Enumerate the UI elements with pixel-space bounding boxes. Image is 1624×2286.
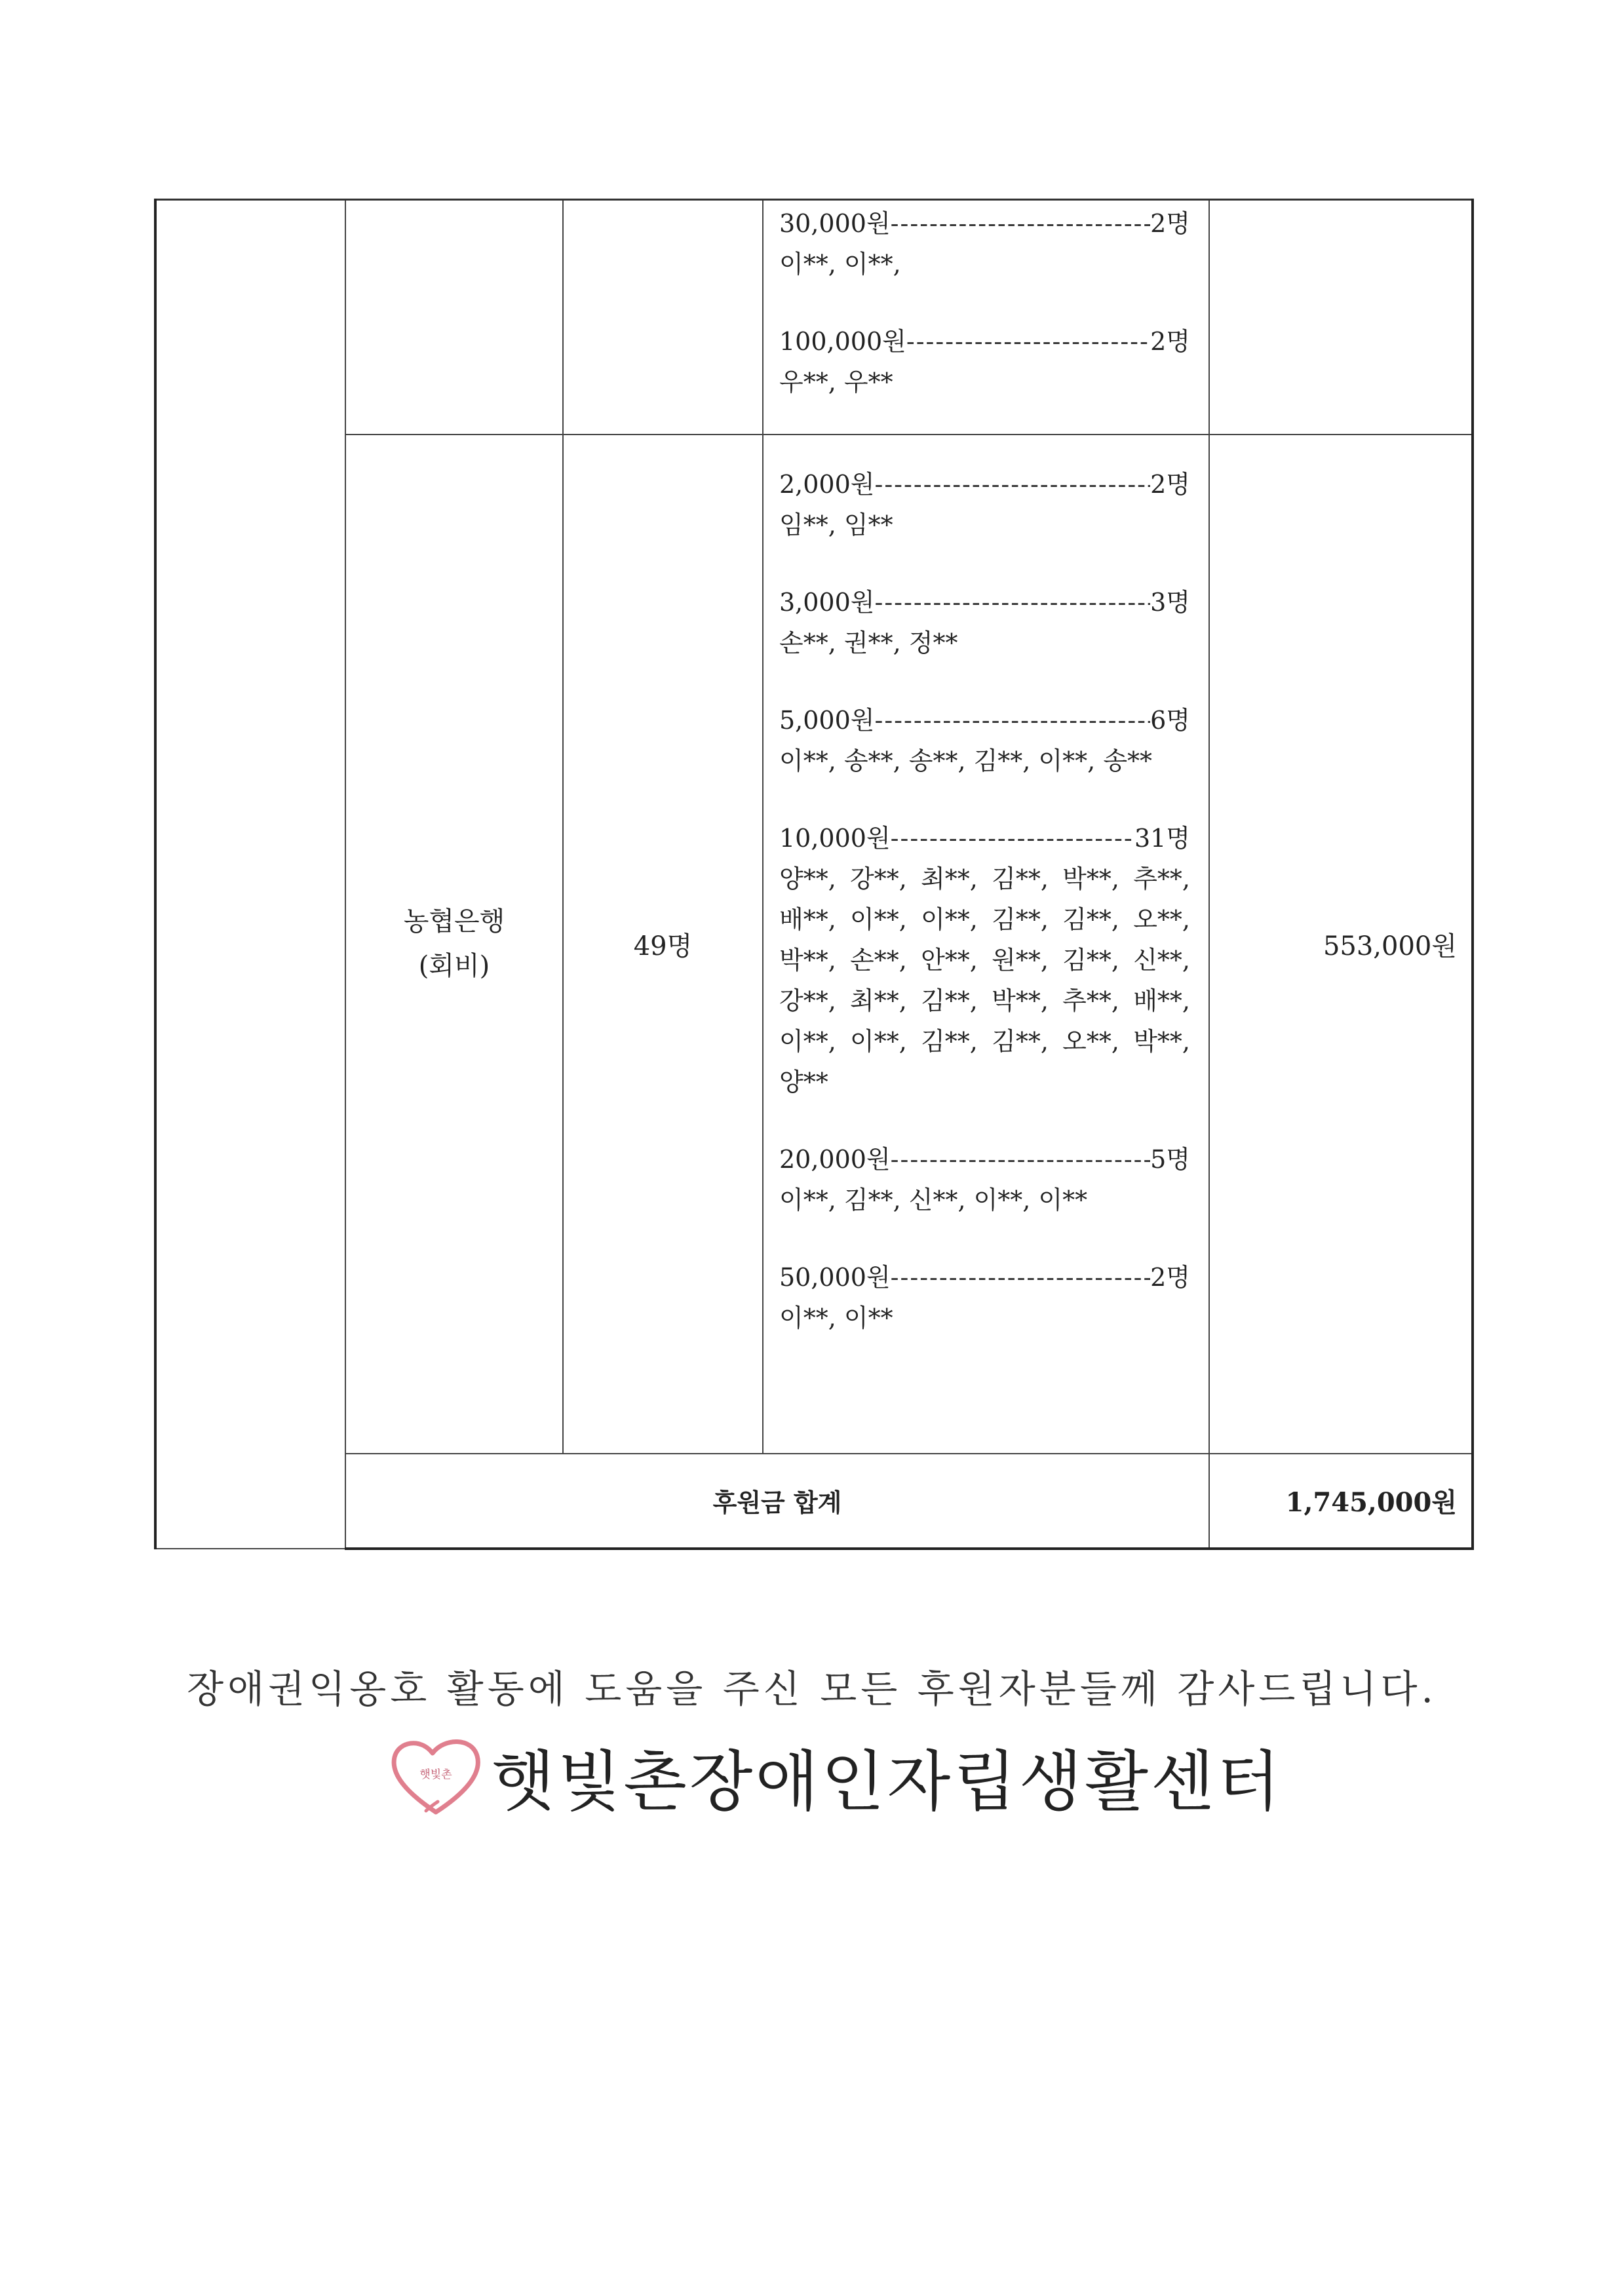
tier-header: [779, 1139, 1190, 1180]
tier-names: 이**, 송**, 송**, 김**, 이**, 송**: [779, 746, 1153, 775]
bank-name: 농협은행: [403, 906, 505, 937]
tier-count: 2명: [1150, 469, 1190, 499]
tier-group: [779, 700, 1190, 781]
donor-count-cell: 49명: [563, 435, 763, 1454]
tier-amount: 100,000원: [779, 327, 906, 356]
dash-leader: [875, 582, 1151, 623]
tier-names: 임**, 임**: [779, 510, 893, 539]
tier-count: 2명: [1150, 209, 1190, 238]
tier-group: [779, 1257, 1190, 1338]
tier-names: 우**, 우**: [779, 368, 893, 397]
bank-cell-empty: [345, 200, 563, 435]
logo-text: 햇빛촌: [419, 1768, 452, 1781]
thanks-message: 장애권익옹호 활동에 도움을 주신 모든 후원자분들께 감사드립니다.: [187, 1667, 1437, 1711]
category-cell: [155, 200, 345, 1549]
tier-count: 3명: [1150, 587, 1190, 617]
tier-header: [779, 700, 1190, 741]
organization-name: 햇빛촌장애인자립생활센터: [492, 1743, 1283, 1820]
tier-amount: 2,000원: [779, 469, 875, 499]
tier-header: [779, 582, 1190, 623]
tier-count: 5명: [1150, 1144, 1190, 1174]
dash-leader: [891, 818, 1134, 859]
tier-group: [779, 203, 1190, 284]
tier-header: [779, 203, 1190, 244]
subtotal-cell: 553,000원: [1209, 435, 1473, 1454]
tier-count: 2명: [1150, 327, 1190, 356]
tier-group: [779, 818, 1190, 1102]
tier-count: 31명: [1134, 823, 1190, 853]
donor-detail-cell: [763, 435, 1209, 1454]
total-label: 후원금 합계: [345, 1454, 1209, 1549]
tier-group: [779, 464, 1190, 545]
dash-leader: [891, 1139, 1150, 1180]
tier-header: [779, 321, 1190, 362]
tier-count: 2명: [1150, 1262, 1190, 1292]
dash-leader: [875, 464, 1151, 505]
tier-names: 이**, 김**, 신**, 이**, 이**: [779, 1185, 1088, 1214]
tier-amount: 5,000원: [779, 705, 875, 735]
total-row: [155, 1454, 1473, 1549]
bank-cell: [345, 435, 563, 1454]
tier-amount: 20,000원: [779, 1144, 891, 1174]
tier-header: [779, 1257, 1190, 1298]
tier-amount: 3,000원: [779, 587, 875, 617]
total-amount: 1,745,000원: [1209, 1454, 1473, 1549]
tier-names: 손**, 권**, 정**: [779, 628, 958, 657]
organization-signature: [387, 1730, 1283, 1822]
tier-count: 6명: [1150, 705, 1190, 735]
subtotal-cell-empty: [1209, 200, 1473, 435]
dash-leader: [891, 1257, 1150, 1298]
dash-leader: [875, 700, 1151, 741]
continued-row: [155, 200, 1473, 435]
bank-row-nonghyup: [155, 435, 1473, 1454]
tier-names: 이**, 이**,: [779, 250, 901, 279]
tier-amount: 30,000원: [779, 209, 891, 238]
donation-table: [154, 199, 1474, 1550]
tier-group: [779, 1139, 1190, 1220]
dash-leader: [906, 321, 1150, 362]
tier-header: [779, 818, 1190, 859]
bank-note: (회비): [418, 951, 490, 981]
tier-names: 양**, 강**, 최**, 김**, 박**, 추**, 배**, 이**, 이**, 김**, 김**, 오**, 박**, 손**, 안**, 원**, 김**, 신**, 강**, 최**, 김**, 박**, 추**, 배**, 이**, 이**, 김**, 김**, 오**, 박**, 양**: [779, 864, 1190, 1096]
tier-header: [779, 464, 1190, 505]
count-cell-empty: [563, 200, 763, 435]
tier-group: [779, 321, 1190, 402]
tier-names: 이**, 이**: [779, 1303, 893, 1332]
tier-amount: 10,000원: [779, 823, 891, 853]
tier-group: [779, 582, 1190, 663]
heart-logo-icon: [387, 1734, 485, 1819]
tier-amount: 50,000원: [779, 1262, 891, 1292]
dash-leader: [891, 203, 1150, 244]
continued-detail-cell: [763, 200, 1209, 435]
